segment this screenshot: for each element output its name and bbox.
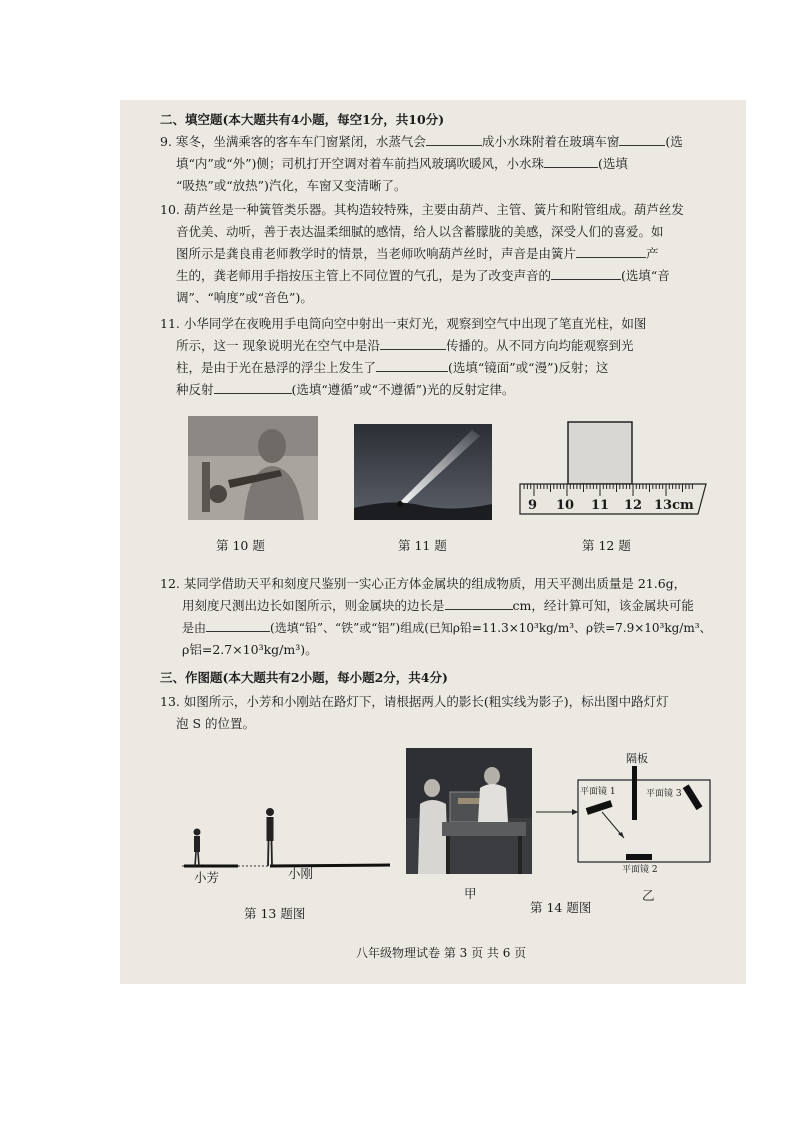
q13-line2: 泡 S 的位置。 [176, 716, 256, 731]
answer-blank[interactable] [551, 266, 621, 280]
question-12: 12. 某同学借助天平和刻度尺鉴别一实心正方体金属块的组成物质，用天平测出质量是 21.6g， [160, 576, 687, 591]
q10-line5: 调”、“响度”或“音色”)。 [176, 290, 313, 305]
q11-text: 柱，是由于光在悬浮的浮尘上发生了 [176, 360, 377, 375]
q11-line2 [176, 336, 634, 356]
q12-text: cm，经计算可知，该金属块可能 [512, 598, 694, 613]
q10-text: 生的，龚老师用手指按压主管上不同位置的气孔，是为了改变声音的 [176, 268, 552, 283]
label-xiaofang: 小芳 [194, 870, 220, 885]
q11-text: 传播的。从不同方向均能观察到光 [445, 338, 634, 353]
caption-q10: 第 10 题 [216, 538, 265, 553]
question-10: 10. 葫芦丝是一种簧管类乐器。其构造较特殊，主要由葫芦、主管、簧片和附管组成。葫芦丝发 [160, 202, 684, 217]
caption-q12: 第 12 题 [582, 538, 631, 553]
q12-text: 用刻度尺测出边长如图所示，则金属块的边长是 [182, 598, 445, 613]
q11-line3 [176, 358, 608, 378]
answer-blank[interactable] [619, 132, 665, 146]
label-jia: 甲 [464, 886, 477, 901]
question-9 [160, 132, 683, 152]
figure-14-labels [530, 752, 714, 876]
ruler-tick-label: 11 [591, 498, 610, 513]
answer-blank[interactable] [426, 132, 482, 146]
label-mirror-3: 平面镜 3 [646, 789, 682, 799]
q9-line2 [176, 154, 628, 174]
photo-flashlight-beam [354, 424, 492, 520]
page-footer: 八年级物理试卷 第 3 页 共 6 页 [356, 946, 527, 960]
answer-blank[interactable] [576, 244, 646, 258]
ruler-tick-label: 13cm [654, 498, 694, 513]
q11-line4 [176, 380, 514, 400]
q9-text: (选 [665, 134, 683, 149]
q10-line4 [176, 266, 670, 286]
q10-text: (选填“音 [621, 268, 670, 283]
question-11: 11. 小华同学在夜晚用手电筒向空中射出一束灯光，观察到空气中出现了笔直光柱，如图 [160, 316, 647, 331]
ruler-tick-label: 12 [624, 498, 643, 513]
label-baffle: 隔板 [626, 752, 648, 765]
ruler-tick-label: 10 [556, 498, 575, 513]
answer-blank[interactable] [544, 154, 598, 168]
q12-line3 [182, 618, 712, 638]
teacher-illustration [188, 416, 318, 520]
figure-13-diagram [180, 794, 396, 874]
answer-blank[interactable] [380, 336, 446, 350]
section-heading-fill: 二、填空题(本大题共有4小题，每空1分，共10分) [160, 112, 445, 127]
q12-text: (选填“铅”、“铁”或“铝”)组成(已知ρ铅=11.3×10³kg/m³、ρ铁=7.9×10³kg/m³、 [270, 621, 712, 635]
caption-fig14: 第 14 题图 [530, 900, 592, 915]
beam-illustration [354, 424, 492, 520]
label-yi: 乙 [642, 888, 655, 903]
label-xiaogang: 小刚 [288, 866, 314, 881]
q9-text: 填“内”或“外”)侧；司机打开空调对着车前挡风玻璃吹暖风，小水珠 [176, 156, 544, 171]
q10-text: 产 [646, 246, 659, 261]
photo-experiment-jia [406, 748, 532, 874]
answer-blank[interactable] [376, 358, 448, 372]
q10-line2: 音优美、动听，善于表达温柔细腻的感情，给人以含蓄朦胧的美感，深受人们的喜爱。如 [176, 224, 664, 239]
person-xiaofang [194, 829, 201, 867]
ruler-labels [516, 416, 716, 528]
q9-line3: “吸热”或“放热”)汽化，车窗又变清晰了。 [176, 178, 407, 193]
q10-text: 图所示是龚良甫老师教学时的情景，当老师吹响葫芦丝时，声音是由簧片 [176, 246, 577, 261]
answer-blank[interactable] [214, 380, 292, 394]
question-13: 13. 如图所示，小芳和小刚站在路灯下，请根据两人的影长(粗实线为影子)，标出图中路灯灯 [160, 694, 669, 709]
q11-text: (选填“镜面”或“漫”)反射；这 [448, 360, 609, 375]
section-heading-drawing: 三、作图题(本大题共有2小题，每小题2分，共4分) [160, 670, 448, 685]
label-mirror-1: 平面镜 1 [580, 787, 616, 797]
q9-text: 成小水珠附着在玻璃车窗 [481, 134, 620, 149]
exam-page [120, 100, 746, 984]
q11-text: (选填“遵循”或“不遵循”)光的反射定律。 [291, 382, 515, 397]
person-xiaogang [266, 808, 274, 866]
q11-text: 种反射 [176, 382, 214, 397]
label-mirror-2: 平面镜 2 [622, 865, 658, 875]
caption-fig13: 第 13 题图 [244, 906, 306, 921]
q9-text: (选填 [597, 156, 628, 171]
photo-hulusi-teacher [188, 416, 318, 520]
answer-blank[interactable] [206, 618, 270, 632]
q12-line2 [182, 596, 694, 616]
ruler-tick-label: 9 [528, 498, 538, 513]
q11-text: 所示，这一 现象说明光在空气中是沿 [176, 338, 380, 353]
caption-q11: 第 11 题 [398, 538, 447, 553]
q12-text: 是由 [182, 621, 207, 635]
q10-line3 [176, 244, 659, 264]
q12-line4: ρ铝=2.7×10³kg/m³)。 [182, 642, 318, 657]
answer-blank[interactable] [445, 596, 513, 610]
experiment-illustration [406, 748, 532, 874]
q9-text: 9. 寒冬，坐满乘客的客车车门窗紧闭，水蒸气会 [160, 134, 426, 149]
